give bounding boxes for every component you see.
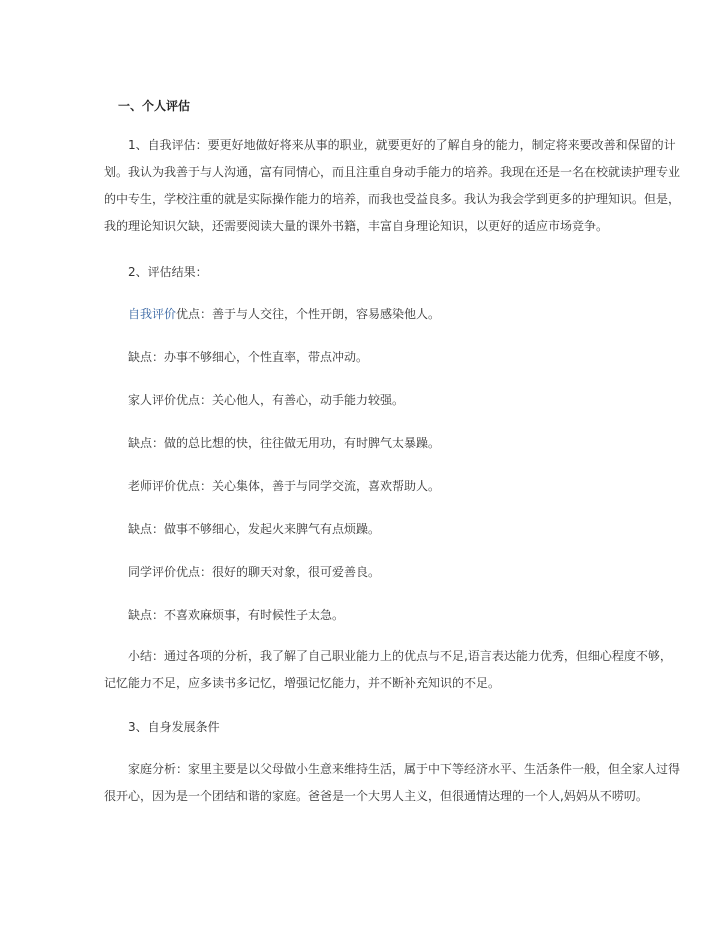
self-evaluation-link[interactable]: 自我评价 xyxy=(128,307,177,321)
self-assessment-line: 划。我认为我善于与人沟通，富有同情心，而且注重自身动手能力的培养。我现在还是一名在校就读护理专业 xyxy=(104,165,681,179)
result-line: 家人评价优点：关心他人，有善心，动手能力较强。 xyxy=(128,393,405,407)
self-assessment-line: 的中专生，学校注重的就是实际操作能力的培养，而我也受益良多。我认为我会学到更多的护理知识。但是， xyxy=(104,192,681,206)
summary-line: 记忆能力不足，应多读书多记忆，增强记忆能力，并不断补充知识的不足。 xyxy=(104,676,501,690)
family-line: 家庭分析：家里主要是以父母做小生意来维持生活，属于中下等经济水平、生活条件一般，但全家人过得 xyxy=(128,762,681,776)
result-text: 优点：善于与人交往，个性开朗，容易感染他人。 xyxy=(176,307,441,321)
section-title: 一、个人评估 xyxy=(118,99,191,113)
result-line: 老师评价优点：关心集体，善于与同学交流，喜欢帮助人。 xyxy=(128,479,441,493)
result-line: 缺点：做事不够细心，发起火来脾气有点烦躁。 xyxy=(128,522,381,536)
result-line: 同学评价优点：很好的聊天对象，很可爱善良。 xyxy=(128,565,381,579)
summary-paragraph xyxy=(104,643,672,697)
result-line-self xyxy=(128,307,440,321)
self-assessment-line: 1、自我评估：要更好地做好将来从事的职业，就要更好的了解自身的能力，制定将来要改善和保留的计 xyxy=(128,138,676,152)
conditions-title: 3、自身发展条件 xyxy=(128,720,220,734)
result-line: 缺点：不喜欢麻烦事，有时候性子太急。 xyxy=(128,608,345,622)
result-line: 缺点：办事不够细心，个性直率，带点冲动。 xyxy=(128,350,369,364)
family-paragraph xyxy=(104,756,681,810)
summary-line: 小结：通过各项的分析，我了解了自己职业能力上的优点与不足,语言表达能力优秀，但细心程度不够， xyxy=(128,649,672,663)
family-line: 很开心，因为是一个团结和谐的家庭。爸爸是一个大男人主义，但很通情达理的一个人,妈妈从不唠叨。 xyxy=(104,789,648,803)
self-assessment-line: 我的理论知识欠缺，还需要阅读大量的课外书籍，丰富自身理论知识，以更好的适应市场竞争。 xyxy=(104,219,609,233)
result-line: 缺点：做的总比想的快，往往做无用功，有时脾气太暴躁。 xyxy=(128,436,441,450)
result-title: 2、评估结果： xyxy=(128,265,208,279)
self-assessment-paragraph xyxy=(104,132,681,240)
